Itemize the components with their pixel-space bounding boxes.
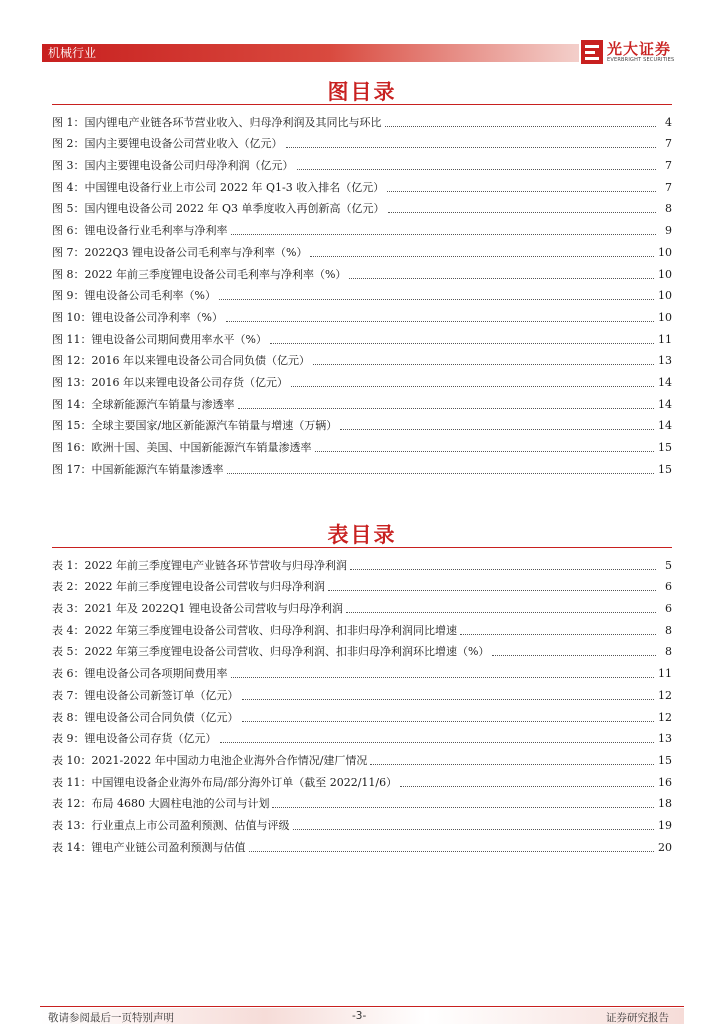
table-entry-label: 表 5：2022 年第三季度锂电设备公司营收、归母净利润、扣非归母净利润环比增速（%） [52,645,490,659]
dot-leader [238,408,655,409]
table-entry-label: 表 4：2022 年第三季度锂电设备公司营收、归母净利润、扣非归母净利润同比增速 [52,623,457,637]
table-entry-label: 表 7：锂电设备公司新签订单（亿元） [52,688,239,702]
figure-entry-page: 11 [658,332,672,346]
table-entry-page: 8 [665,645,672,659]
table-entry-page: 5 [665,558,672,572]
figure-entry-label: 图 5：国内锂电设备公司 2022 年 Q3 单季度收入再创新高（亿元） [52,202,385,216]
figure-entry-label: 图 8：2022 年前三季度锂电设备公司毛利率与净利率（%） [52,267,347,281]
table-entry[interactable] [52,594,672,616]
dot-leader [231,677,655,678]
figure-entry-page: 10 [658,267,672,281]
figure-entry[interactable] [52,433,672,455]
dot-leader [400,786,654,787]
dot-leader [242,699,655,700]
figure-entry-label: 图 9：锂电设备公司毛利率（%） [52,289,216,303]
table-entry[interactable] [52,811,672,833]
figure-entry-label: 图 1：国内锂电产业链各环节营业收入、归母净利润及其同比与环比 [52,115,382,129]
figure-entry-label: 图 11：锂电设备公司期间费用率水平（%） [52,332,267,346]
figure-entry-page: 14 [658,419,672,433]
table-entry-label: 表 14：锂电产业链公司盈利预测与估值 [52,840,246,854]
table-entry-page: 15 [658,753,672,767]
table-entry-label: 表 11：中国锂电设备企业海外布局/部分海外订单（截至 2022/11/6） [52,775,398,789]
table-list [52,551,672,855]
figure-entry-page: 15 [658,441,672,454]
footer-disclaimer: 敬请参阅最后一页特别声明 [48,1012,174,1024]
table-entry-page: 19 [658,818,672,832]
figure-list-title: 图目录 [327,80,397,104]
table-entry[interactable] [52,703,672,725]
dot-leader [293,829,655,830]
dot-leader [227,473,655,474]
table-entry[interactable] [52,659,672,681]
table-entry-label: 表 10：2021-2022 年中国动力电池企业海外合作情况/建厂情况 [52,753,368,767]
dot-leader [350,569,656,570]
figure-entry-label: 图 4：中国锂电设备行业上市公司 2022 年 Q1-3 收入排名（亿元） [52,180,385,194]
dot-leader [328,590,656,591]
figure-entry[interactable] [52,347,672,369]
figure-entry-label: 图 16：欧洲十国、美国、中国新能源汽车销量渗透率 [52,441,312,454]
table-entry-label: 表 13：行业重点上市公司盈利预测、估值与评级 [52,818,290,832]
table-entry-page: 18 [658,797,672,811]
table-entry[interactable] [52,725,672,747]
figure-entry[interactable] [52,325,672,347]
figure-entry[interactable] [52,173,672,195]
figure-entry[interactable] [52,216,672,238]
dot-leader [242,721,655,722]
brand-logo-icon [581,40,603,64]
dot-leader [387,191,656,192]
figure-entry[interactable] [52,108,672,130]
figure-entry[interactable] [52,195,672,217]
table-entry-page: 12 [658,688,672,702]
figure-entry-page: 7 [665,159,672,173]
brand-logo [579,37,691,67]
figure-entry-label: 图 10：锂电设备公司净利率（%） [52,310,223,324]
dot-leader [219,299,654,300]
figure-entry[interactable] [52,303,672,325]
dot-leader [370,764,654,765]
dot-leader [272,807,654,808]
figure-entry-label: 图 13：2016 年以来锂电设备公司存货（亿元） [52,375,288,389]
dot-leader [492,655,656,656]
table-entry-page: 11 [658,667,672,681]
dot-leader [297,169,657,170]
footer-rule [40,1006,684,1007]
table-entry-page: 16 [658,775,672,789]
figure-entry[interactable] [52,130,672,152]
table-entry-label: 表 12：布局 4680 大圆柱电池的公司与计划 [52,797,270,811]
figure-title-rule [52,104,672,105]
dot-leader [313,364,654,365]
table-entry[interactable] [52,638,672,660]
dot-leader [231,234,657,235]
figure-entry-label: 图 15：全球主要国家/地区新能源汽车销量与增速（万辆） [52,419,338,433]
figure-entry[interactable] [52,238,672,260]
table-entry-page: 20 [658,840,672,854]
table-entry-label: 表 9：锂电设备公司存货（亿元） [52,732,217,746]
table-entry-label: 表 6：锂电设备公司各项期间费用率 [52,667,228,681]
dot-leader [388,212,657,213]
dot-leader [226,321,654,322]
figure-entry-page: 14 [658,397,672,411]
dot-leader [249,851,655,852]
dot-leader [340,429,654,430]
dot-leader [220,742,655,743]
table-entry[interactable] [52,790,672,812]
dot-leader [385,126,657,127]
figure-entry-page: 10 [658,310,672,324]
brand-name-cn: 光大证券 [607,40,672,58]
brand-name-en: EVERBRIGHT SECURITIES [607,57,675,63]
figure-entry-page: 14 [658,375,672,389]
table-entry[interactable] [52,551,672,573]
figure-entry-label: 图 7：2022Q3 锂电设备公司毛利率与净利率（%） [52,245,308,259]
figure-entry-page: 10 [658,289,672,303]
table-entry-page: 6 [665,602,672,616]
figure-entry-label: 图 17：中国新能源汽车销量渗透率 [52,462,224,476]
figure-entry-label: 图 3：国内主要锂电设备公司归母净利润（亿元） [52,159,294,173]
table-entry[interactable] [52,746,672,768]
dot-leader [310,256,654,257]
table-entry-page: 6 [665,580,672,594]
figure-entry-page: 4 [665,115,672,129]
table-entry-label: 表 3：2021 年及 2022Q1 锂电设备公司营收与归母净利润 [52,602,343,616]
table-entry[interactable] [52,573,672,595]
figure-entry-page: 8 [665,202,672,216]
table-entry-page: 8 [665,623,672,637]
figure-entry[interactable] [52,368,672,390]
table-entry-label: 表 2：2022 年前三季度锂电设备公司营收与归母净利润 [52,580,325,594]
table-entry[interactable] [52,681,672,703]
figure-entry-label: 图 2：国内主要锂电设备公司营业收入（亿元） [52,137,283,151]
figure-entry-label: 图 12：2016 年以来锂电设备公司合同负债（亿元） [52,354,310,368]
figure-entry-page: 7 [665,180,672,194]
figure-entry-page: 15 [658,462,672,476]
table-entry[interactable] [52,833,672,855]
table-entry-page: 12 [658,710,672,724]
figure-entry[interactable] [52,260,672,282]
figure-entry[interactable] [52,282,672,304]
figure-list [52,108,672,477]
figure-entry[interactable] [52,455,672,477]
figure-entry-page: 13 [658,354,672,368]
figure-entry[interactable] [52,390,672,412]
table-list-title: 表目录 [327,523,397,547]
figure-entry-page: 9 [665,224,672,238]
table-entry[interactable] [52,768,672,790]
industry-label: 机械行业 [48,46,97,60]
table-title-rule [52,547,672,548]
figure-entry[interactable] [52,151,672,173]
figure-entry-page: 7 [665,137,672,151]
dot-leader [270,343,654,344]
dot-leader [346,612,656,613]
table-entry-page: 13 [658,732,672,746]
dot-leader [460,634,656,635]
footer-doc-type: 证券研究报告 [606,1012,669,1024]
table-entry-label: 表 1：2022 年前三季度锂电产业链各环节营收与归母净利润 [52,558,347,572]
dot-leader [291,386,654,387]
figure-entry-label: 图 6：锂电设备行业毛利率与净利率 [52,224,228,238]
dot-leader [315,451,655,452]
table-entry-label: 表 8：锂电设备公司合同负债（亿元） [52,710,239,724]
footer-page-number: -3- [352,1010,367,1022]
figure-entry-label: 图 14：全球新能源汽车销量与渗透率 [52,397,235,411]
table-entry[interactable] [52,616,672,638]
dot-leader [349,278,654,279]
dot-leader [286,147,657,148]
figure-entry[interactable] [52,412,672,434]
figure-entry-page: 10 [658,245,672,259]
